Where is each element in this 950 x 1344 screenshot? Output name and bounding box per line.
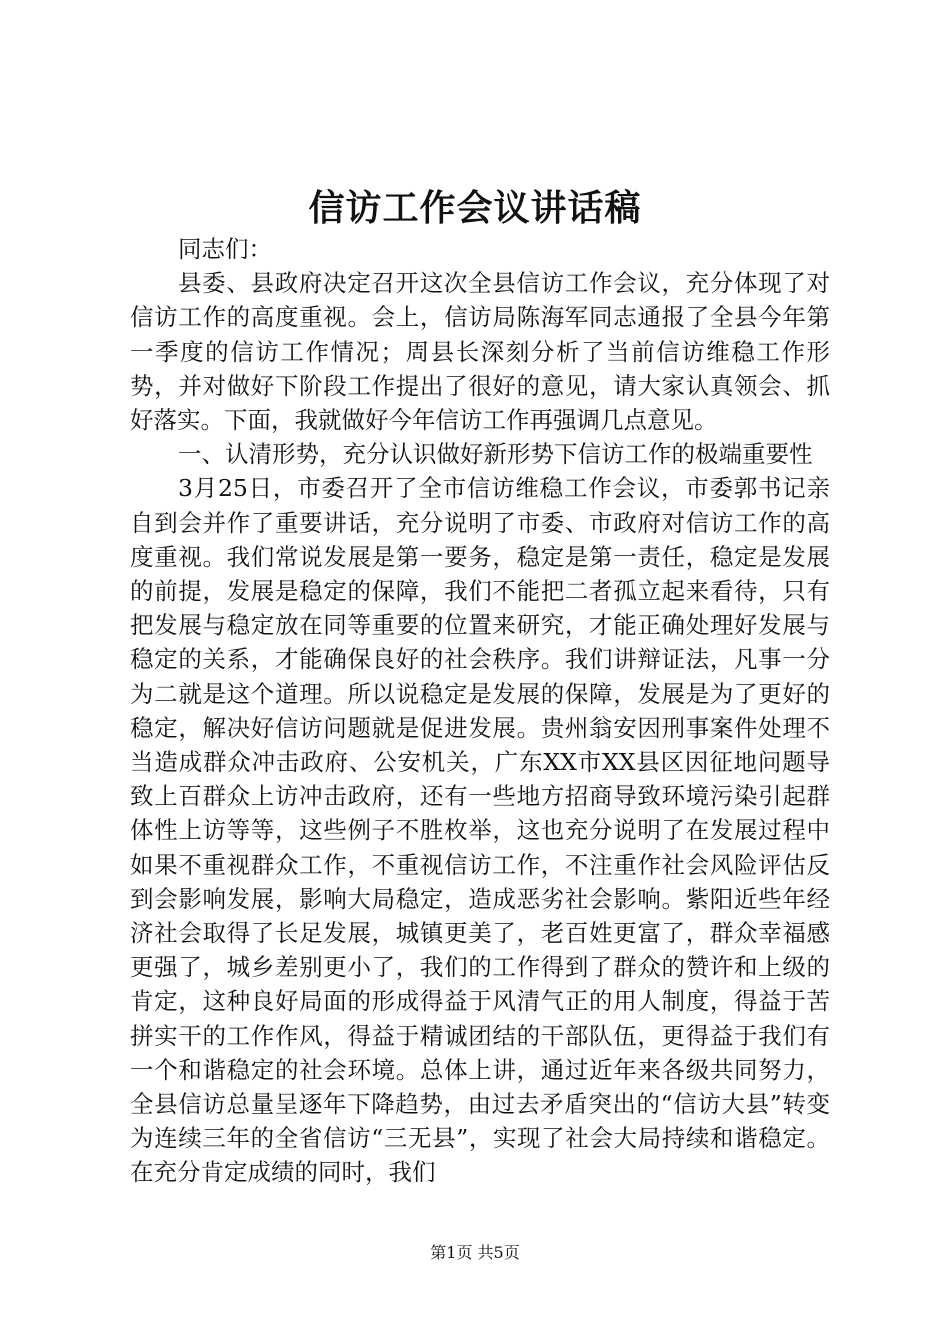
section-heading-1: 一、认清形势，充分认识做好新形势下信访工作的极端重要性: [178, 440, 813, 469]
document-title: 信访工作会议讲话稿: [308, 187, 642, 229]
paragraph-section-1: 3月25日，市委召开了全市信访维稳工作会议，市委郭书记亲自到会并作了重要讲话，充分说明了市委、市政府对信访工作的高度重视。我们常说发展是第一要务，稳定是第一责任，稳定是发展的前提，发展是稳定的保障，我们不能把二者孤立起来看待，只有把发展与稳定放在同等重要的位置来研究，才能正确处理好发展与稳定的关系，才能确保良好的社会秩序。我们讲辩证法，凡事一分为二就是这个道理。所以说稳定是发展的保障，发展是为了更好的稳定，解决好信访问题就是促进发展。贵州翁安因刑事案件处理不当造成群众冲击政府、公安机关，广东XX市XX县区因征地问题导致上百群众上访冲击政府，还有一些地方招商导致环境污染引起群体性上访等等，这些例子不胜枚举，这也充分说明了在发展过程中如果不重视群众工作，不重视信访工作，不注重作社会风险评估反到会影响发展，影响大局稳定，造成恶劣社会影响。紫阳近些年经济社会取得了长足发展，城镇更美了，老百姓更富了，群众幸福感更强了，城乡差别更小了，我们的工作得到了群众的赞许和上级的肯定，这种良好局面的形成得益于风清气正的用人制度，得益于苦拼实干的工作作风，得益于精诚团结的干部队伍，更得益于我们有一个和谐稳定的社会环境。总体上讲，通过近年来各级共同努力，全县信访总量呈逐年下降趋势，由过去矛盾突出的“信访大县”转变为连续三年的全省信访“三无县”，实现了社会大局持续和谐稳定。在充分肯定成绩的同时，我们: [130, 474, 830, 1187]
page-indicator: 第1页 共5页: [430, 1243, 520, 1262]
salutation: 同志们：: [178, 235, 272, 263]
document-body: [130, 232, 830, 1190]
paragraph-intro: 县委、县政府决定召开这次全县信访工作会议，充分体现了对信访工作的高度重视。会上，信访局陈海军同志通报了全县今年第一季度的信访工作情况；周县长深刻分析了当前信访维稳工作形势，并对做好下阶段工作提出了很好的意见，请大家认真领会、抓好落实。下面，我就做好今年信访工作再强调几点意见。: [130, 269, 830, 435]
